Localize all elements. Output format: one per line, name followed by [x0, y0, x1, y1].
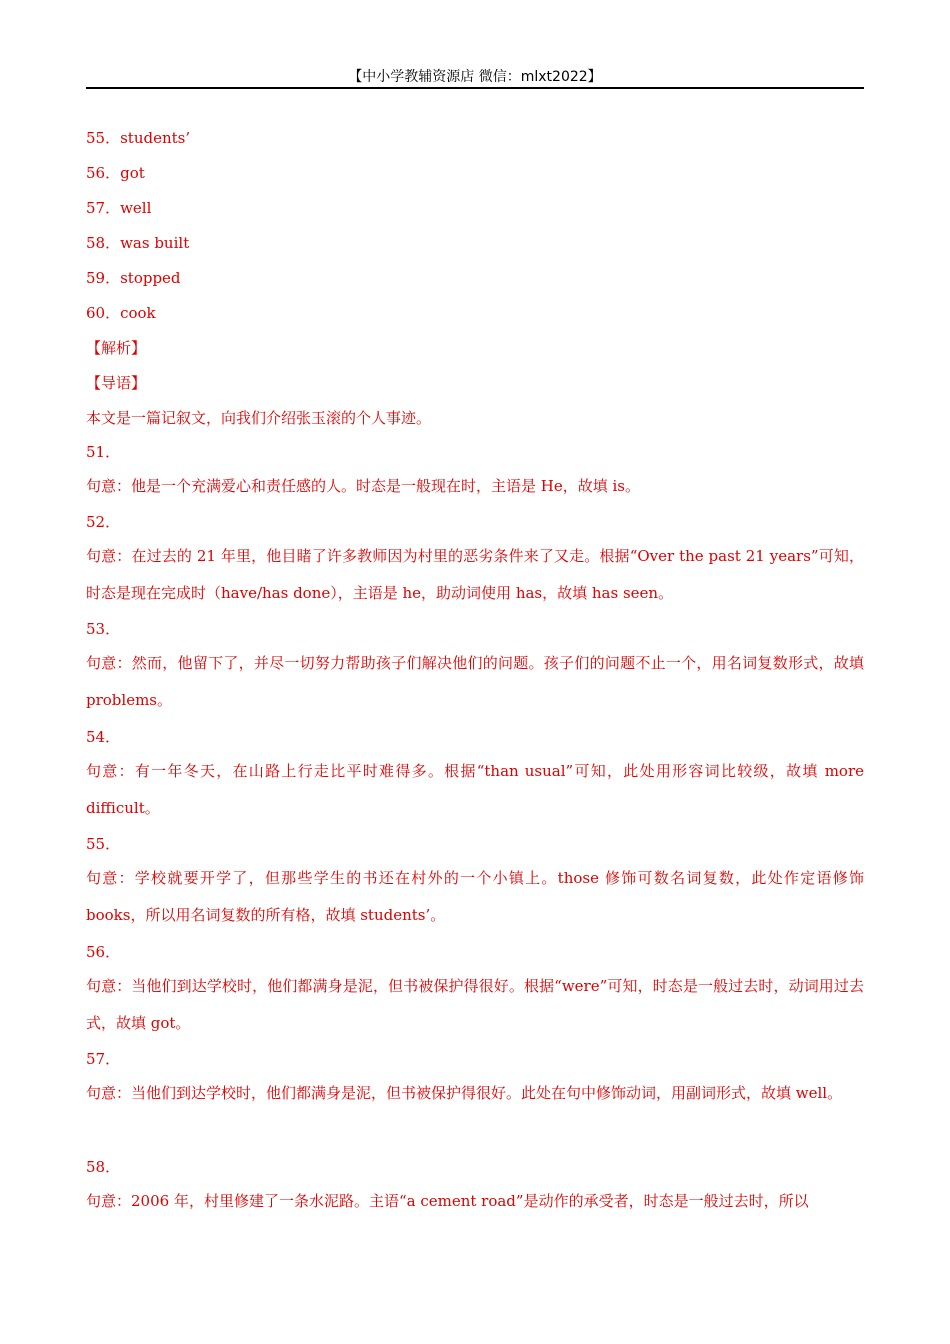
answer-58: 58．was built — [86, 234, 190, 252]
item-number-55: 55． — [86, 835, 121, 853]
item-explanation-58: 句意：2006 年，村里修建了一条水泥路。主语“a cement road”是动作的承受者，时态是一般过去时，所以 — [86, 1192, 809, 1210]
item-explanation-56: 句意：当他们到达学校时，他们都满身是泥，但书被保护得很好。根据“were”可知，时态是一般过去时，动词用过去式，故填 got。 — [86, 977, 864, 1032]
header-rule — [86, 87, 864, 89]
answer-55: 55．students’ — [86, 129, 191, 147]
item-number-51: 51． — [86, 443, 121, 461]
answer-57: 57．well — [86, 199, 152, 217]
page-header: 【中小学教辅资源店 微信：mlxt2022】 — [348, 69, 602, 85]
item-number-52: 52． — [86, 513, 121, 531]
item-explanation-51: 句意：他是一个充满爱心和责任感的人。时态是一般现在时，主语是 He，故填 is。 — [86, 477, 640, 495]
item-explanation-55: 句意：学校就要开学了，但那些学生的书还在村外的一个小镇上。those 修饰可数名词复数，此处作定语修饰 books，所以用名词复数的所有格，故填 students’。 — [86, 869, 864, 924]
answer-56: 56．got — [86, 164, 145, 182]
answer-59: 59．stopped — [86, 269, 181, 287]
answer-60: 60．cook — [86, 304, 156, 322]
item-number-53: 53． — [86, 620, 121, 638]
item-number-54: 54． — [86, 728, 121, 746]
item-number-56: 56． — [86, 943, 121, 961]
section-jiexi: 【解析】 — [86, 339, 147, 357]
item-explanation-57: 句意：当他们到达学校时，他们都满身是泥，但书被保护得很好。此处在句中修饰动词，用副词形式，故填 well。 — [86, 1084, 843, 1102]
section-daoyu: 【导语】 — [86, 374, 147, 392]
item-explanation-53: 句意：然而，他留下了，并尽一切努力帮助孩子们解决他们的问题。孩子们的问题不止一个，用名词复数形式，故填 problems。 — [86, 654, 864, 709]
item-number-58: 58． — [86, 1158, 121, 1176]
item-explanation-54: 句意：有一年冬天，在山路上行走比平时难得多。根据“than usual”可知，此处用形容词比较级，故填 more difficult。 — [86, 762, 864, 817]
item-explanation-52: 句意：在过去的 21 年里，他目睹了许多教师因为村里的恶劣条件来了又走。根据“Over the past 21 years”可知，时态是现在完成时（have/has done），主语是 he，助动词使用 has，故填 has seen。 — [86, 547, 864, 602]
intro-text: 本文是一篇记叙文，向我们介绍张玉滚的个人事迹。 — [86, 409, 432, 427]
item-number-57: 57． — [86, 1050, 121, 1068]
